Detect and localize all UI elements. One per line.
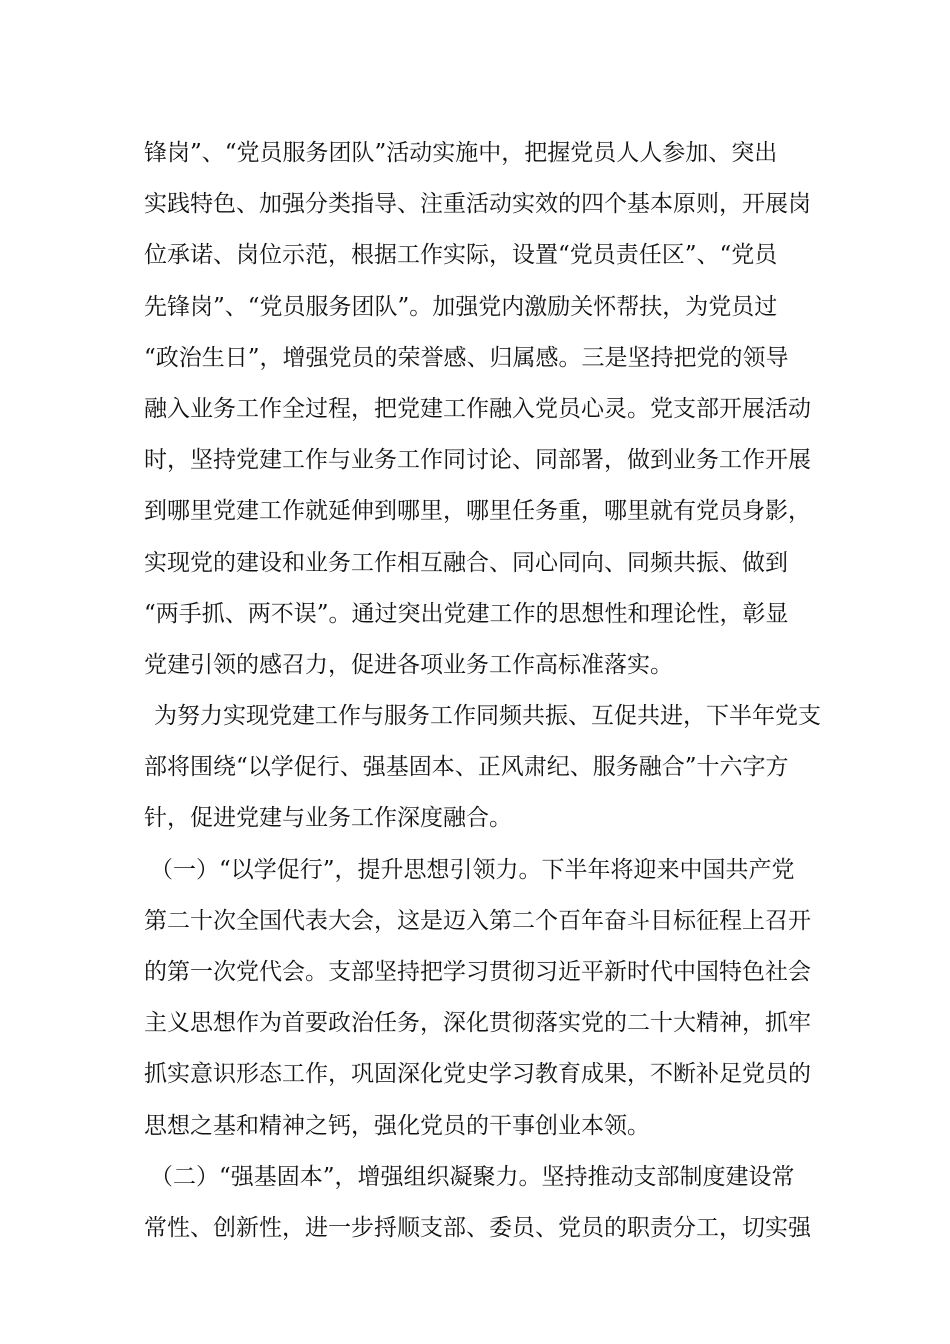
text-line: （二）“强基固本”，增强组织凝聚力。坚持推动支部制度建设常 bbox=[150, 1163, 795, 1190]
text-line: 常性、创新性，进一步捋顺支部、委员、党员的职责分工，切实强 bbox=[144, 1214, 811, 1241]
paragraph-section-two bbox=[144, 1152, 814, 1254]
text-line: 针，促进党建与业务工作深度融合。 bbox=[144, 805, 512, 832]
text-line: 时，坚持党建工作与业务工作同讨论、同部署，做到业务工作开展 bbox=[144, 447, 811, 474]
text-line: （一）“以学促行”，提升思想引领力。下半年将迎来中国共产党 bbox=[150, 856, 795, 883]
text-line: 主义思想作为首要政治任务，深化贯彻落实党的二十大精神，抓牢 bbox=[144, 1010, 811, 1037]
text-line: 抓实意识形态工作，巩固深化党史学习教育成果，不断补足党员的 bbox=[144, 1061, 811, 1088]
text-line: “政治生日”，增强党员的荣誉感、归属感。三是坚持把党的领导 bbox=[144, 344, 789, 371]
text-line: 党建引领的感召力，促进各项业务工作高标准落实。 bbox=[144, 651, 673, 678]
document-body bbox=[144, 128, 821, 1254]
text-line: 部将围绕“以学促行、强基固本、正风肃纪、服务融合”十六字方 bbox=[144, 754, 789, 781]
text-line: 实践特色、加强分类指导、注重活动实效的四个基本原则，开展岗 bbox=[144, 191, 811, 218]
text-line: 锋岗”、“党员服务团队”活动实施中，把握党员人人参加、突出 bbox=[144, 140, 778, 166]
text-line: 融入业务工作全过程，把党建工作融入党员心灵。党支部开展活动 bbox=[144, 395, 811, 422]
text-line: 位承诺、岗位示范，根据工作实际，设置“党员责任区”、“党员 bbox=[144, 242, 778, 269]
text-line: 先锋岗”、“党员服务团队”。加强党内激励关怀帮扶，为党员过 bbox=[144, 293, 778, 320]
text-line: 到哪里党建工作就延伸到哪里，哪里任务重，哪里就有党员身影， bbox=[144, 498, 811, 525]
text-line: 思想之基和精神之钙，强化党员的干事创业本领。 bbox=[144, 1112, 650, 1139]
text-line: 为努力实现党建工作与服务工作同频共振、互促共进，下半年党支 bbox=[154, 703, 821, 730]
text-line: 实现党的建设和业务工作相互融合、同心同向、同频共振、做到 bbox=[144, 549, 788, 576]
text-line: 的第一次党代会。支部坚持把学习贯彻习近平新时代中国特色社会 bbox=[144, 959, 811, 985]
text-line: 第二十次全国代表大会，这是迈入第二个百年奋斗目标征程上召开 bbox=[144, 907, 811, 934]
paragraph-section-one bbox=[144, 845, 814, 1152]
paragraph-second-half-plan bbox=[144, 691, 821, 845]
paragraph-party-activities bbox=[144, 128, 814, 691]
text-line: “两手抓、两不误”。通过突出党建工作的思想性和理论性，彰显 bbox=[144, 600, 789, 627]
